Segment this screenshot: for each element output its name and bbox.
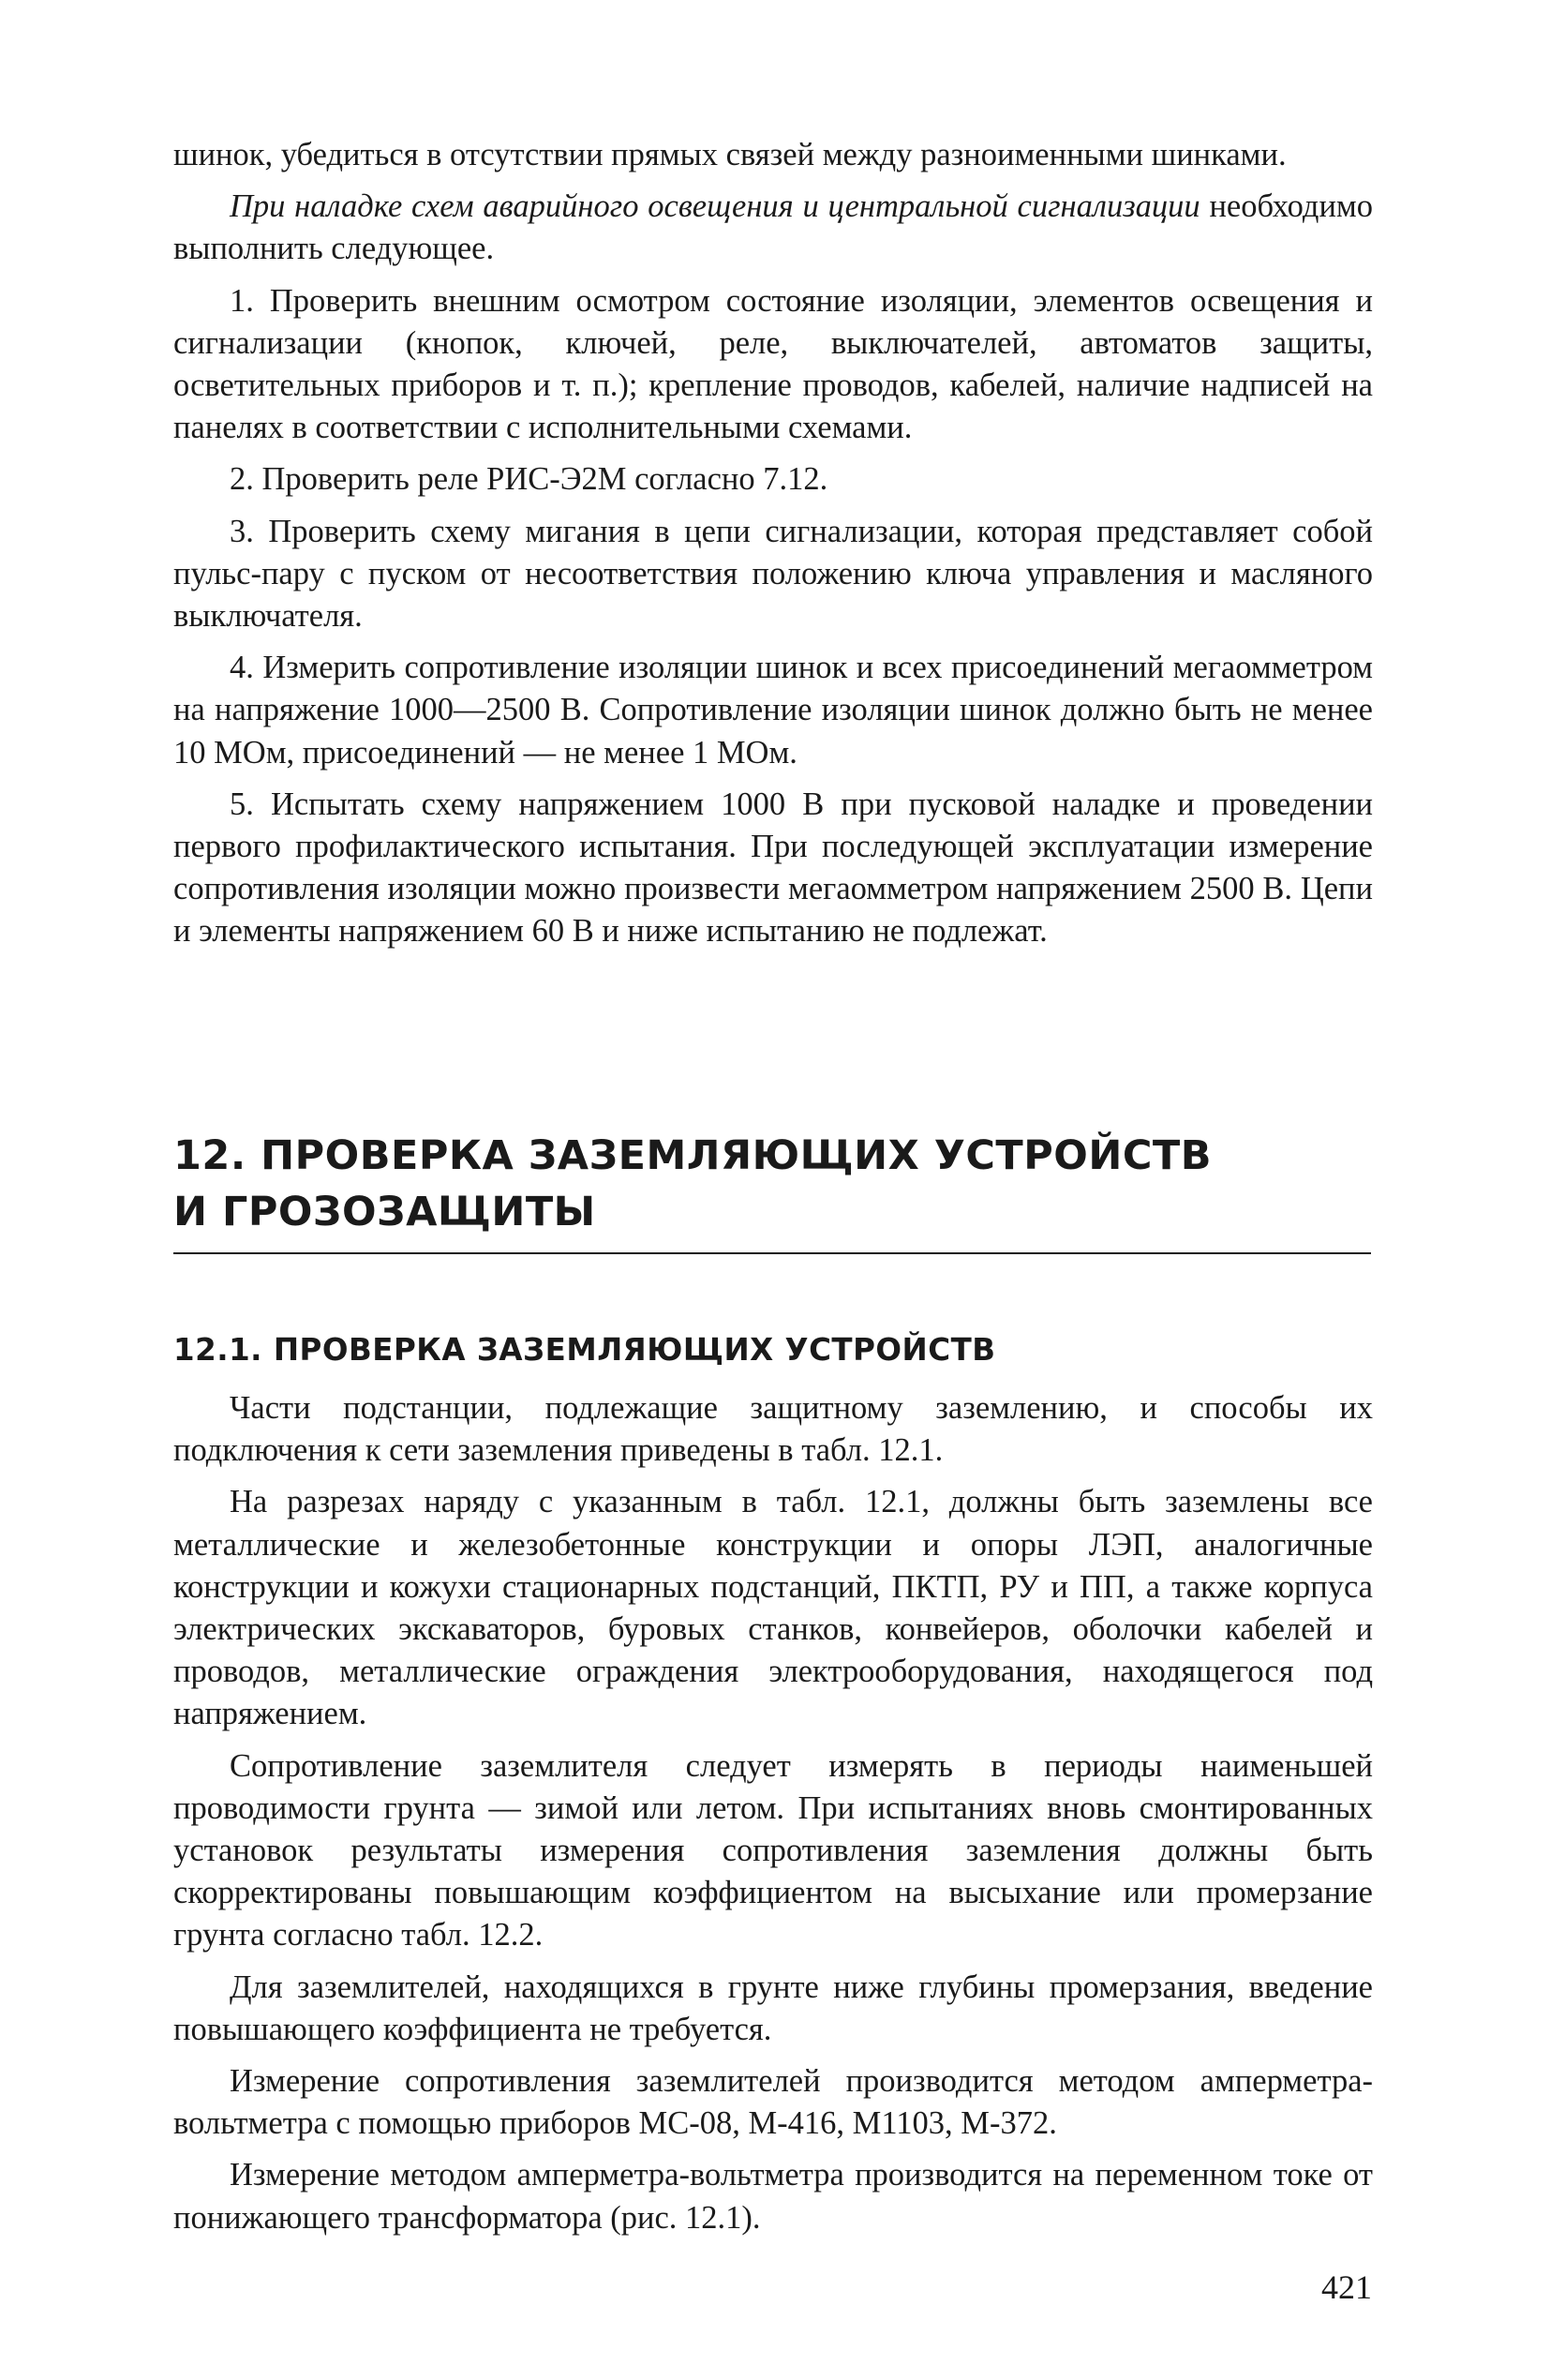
paragraph: На разрезах наряду с указанным в табл. 12.1, должны быть заземлены все металлические и железобетонные конструкции и опоры ЛЭП, аналогичные конструкции и кожухи стационарных подстанций, ПКТП, РУ и ПП, а также корпуса электрических экскаваторов, буровых станков, конвейеров, оболочки кабелей и проводов, металлические ограждения электрооборудования, находящегося под напряжением. [173,1484,1373,1732]
section-title-line-1: 12. ПРОВЕРКА ЗАЗЕМЛЯЮЩИХ УСТРОЙСТВ [173,1132,1212,1179]
page-number: 421 [1321,2268,1372,2306]
paragraph: Части подстанции, подлежащие защитному заземлению, и способы их подключения к сети заземления приведены в табл. 12.1. [173,1390,1373,1469]
section-divider [173,1252,1371,1254]
paragraph: Измерение методом амперметра-вольтметра производится на переменном токе от понижающего трансформатора (рис. 12.1). [173,2157,1373,2236]
paragraph-intro [173,186,1373,270]
paragraph: Сопротивление заземлителя следует измерять в периоды наименьшей проводимости грунта — зимой или летом. При испытаниях вновь смонтированных установок результаты измерения сопротивления заземления должны быть скорректированы повышающим коэффициентом на высыхание или промерзание грунта согласно табл. 12.2. [173,1747,1373,1953]
list-item-4: 4. Измерить сопротивление изоляции шинок и всех присоединений мегаомметром на напряжение 1000—2500 В. Сопротивление изоляции шинок должно быть не менее 10 МОм, присоединений — не менее 1 МОм. [173,650,1373,771]
top-text-block [173,134,1373,953]
section-title-line-2: И ГРОЗОЗАЩИТЫ [173,1189,596,1235]
subsection-title: 12.1. ПРОВЕРКА ЗАЗЕМЛЯЮЩИХ УСТРОЙСТВ [173,1332,996,1368]
list-item-1: 1. Проверить внешним осмотром состояние изоляции, элементов освещения и сигнализации (кнопок, ключей, реле, выключателей, автоматов защиты, осветительных приборов и т. п.); крепление проводов, кабелей, наличие надписей на панелях в соответствии с исполнительными схемами. [173,282,1373,446]
subsection-text-block [173,1387,1373,2239]
italic-phrase: При наладке схем аварийного освещения и центральной сигнализации [230,188,1200,225]
paragraph: Измерение сопротивления заземлителей производится методом амперметра-вольтметра с помощью приборов МС-08, М-416, М1103, М-372. [173,2063,1373,2142]
list-item-2: 2. Проверить реле РИС-Э2М согласно 7.12. [230,461,828,498]
paragraph-continuation: шинок, убедиться в отсутствии прямых связей между разноименными шинками. [173,137,1287,172]
section-title [173,1128,1373,1240]
intro-rest: необходимо выполнить следующее. [173,188,1373,267]
list-item-3: 3. Проверить схему мигания в цепи сигнализации, которая представляет собой пульс-пару с пуском от несоответствия положению ключа управления и масляного выключателя. [173,513,1373,635]
list-item-5: 5. Испытать схему напряжением 1000 В при пусковой наладке и проведении первого профилактического испытания. При последующей эксплуатации измерение сопротивления изоляции можно произвести мегаомметром напряжением 2500 В. Цепи и элементы напряжением 60 В и ниже испытанию не подлежат. [173,786,1373,950]
paragraph: Для заземлителей, находящихся в грунте ниже глубины промерзания, введение повышающего коэффициента не требуется. [173,1968,1373,2047]
